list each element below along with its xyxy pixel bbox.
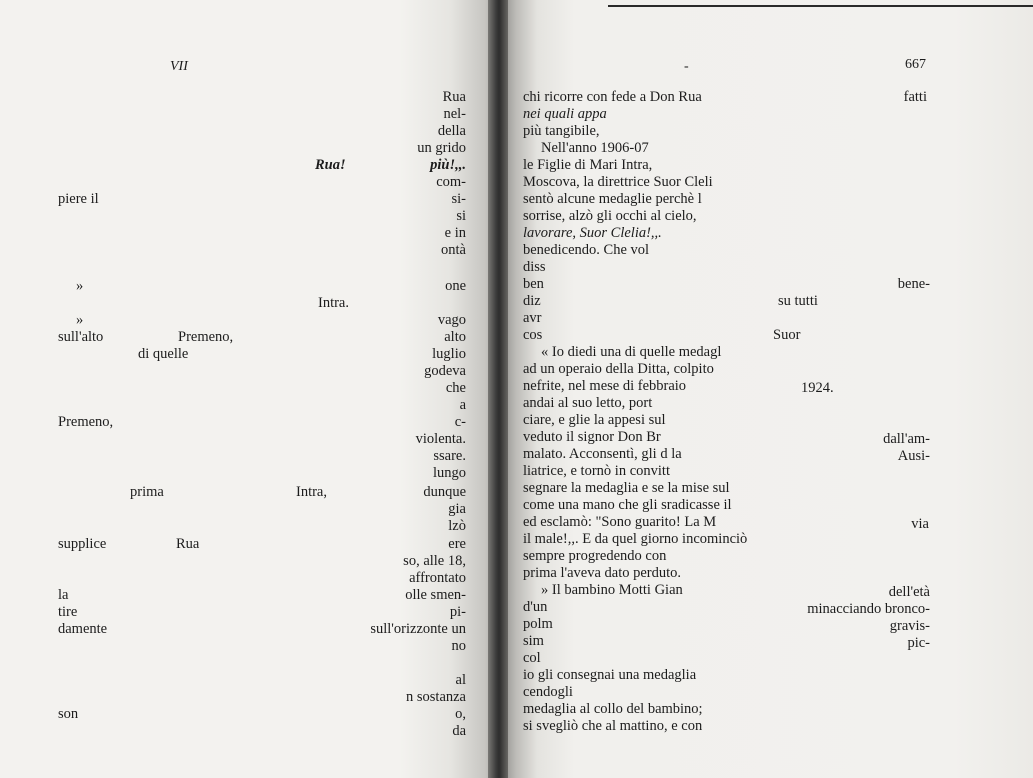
text-fragment: di quelle bbox=[138, 346, 189, 362]
text-line: col bbox=[523, 650, 541, 666]
text-line: segnare la medaglia e se la mise sul bbox=[523, 480, 730, 496]
gutter-line: pi- bbox=[449, 604, 466, 620]
text-fragment: sull'alto bbox=[58, 329, 104, 345]
gutter-line: dunque bbox=[423, 484, 466, 500]
text-fragment: dell'età bbox=[888, 584, 930, 600]
text-fragment: » bbox=[76, 312, 84, 328]
text-line: nei quali appa bbox=[523, 106, 607, 122]
text-line: prima l'aveva dato perduto. bbox=[523, 565, 682, 581]
gutter-line: a bbox=[459, 397, 466, 413]
gutter-line: olle smen- bbox=[405, 587, 466, 603]
text-line: veduto il signor Don Br bbox=[523, 429, 661, 445]
text-fragment: Premeno, bbox=[178, 329, 234, 345]
text-line: andai al suo letto, port bbox=[523, 395, 653, 411]
text-fragment: prima bbox=[130, 484, 164, 500]
text-line: il male!,,. E da quel giorno incominciò bbox=[523, 531, 748, 547]
text-line: ad un operaio della Ditta, colpito bbox=[523, 361, 714, 377]
gutter-line: luglio bbox=[432, 346, 466, 362]
gutter-line: ere bbox=[448, 536, 466, 552]
text-line: » Il bambino Motti Gian bbox=[541, 582, 683, 598]
text-line: sim bbox=[523, 633, 544, 649]
gutter-line: gia bbox=[448, 501, 466, 517]
text-line: cos bbox=[523, 327, 543, 343]
text-line: sorrise, alzò gli occhi al cielo, bbox=[523, 208, 697, 224]
text-fragment: Premeno, bbox=[58, 414, 114, 430]
gutter-line: che bbox=[445, 380, 466, 396]
text-fragment: Rua bbox=[176, 536, 200, 552]
gutter-line: com- bbox=[436, 174, 466, 190]
text-line: benedicendo. Che vol bbox=[523, 242, 650, 258]
gutter-line: one bbox=[445, 278, 466, 294]
text-fragment: fatti bbox=[903, 89, 927, 105]
text-line: Moscova, la direttrice Suor Cleli bbox=[523, 174, 713, 190]
text-line: più tangibile, bbox=[523, 123, 600, 139]
text-line: io gli consegnai una medaglia bbox=[523, 667, 697, 683]
text-fragment: Intra, bbox=[296, 484, 327, 500]
book-spine bbox=[488, 0, 508, 778]
text-fragment: Rua! bbox=[315, 157, 346, 173]
gutter-line: alto bbox=[444, 329, 466, 345]
page-top-edge bbox=[608, 5, 1033, 7]
text-fragment: Ausi- bbox=[897, 448, 930, 464]
text-fragment: piere il bbox=[58, 191, 99, 207]
text-line: nefrite, nel mese di febbraio bbox=[523, 378, 687, 394]
text-line: ciare, e glie la appesi sul bbox=[523, 412, 666, 428]
text-fragment: Intra. bbox=[318, 295, 349, 311]
text-line: chi ricorre con fede a Don Rua bbox=[523, 89, 702, 105]
gutter-line: Rua bbox=[442, 89, 466, 105]
text-line: si svegliò che al mattino, e con bbox=[523, 718, 703, 734]
gutter-line: c- bbox=[454, 414, 466, 430]
text-line: diz bbox=[523, 293, 541, 309]
text-line: avr bbox=[523, 310, 542, 326]
text-fragment: bene- bbox=[897, 276, 930, 292]
gutter-line: nel- bbox=[443, 106, 466, 122]
page-number: 667 bbox=[905, 57, 926, 72]
running-header: VII bbox=[170, 59, 188, 74]
text-line: le Figlie di Mari Intra, bbox=[523, 157, 653, 173]
text-fragment: tire bbox=[58, 604, 78, 620]
text-line: lavorare, Suor Clelia!,,. bbox=[523, 225, 662, 241]
text-fragment: su tutti bbox=[778, 293, 818, 309]
gutter-line: al bbox=[455, 672, 466, 688]
gutter-line: un grido bbox=[417, 140, 466, 156]
text-fragment: gravis- bbox=[889, 618, 930, 634]
text-fragment: pic- bbox=[907, 635, 930, 651]
gutter-line: e in bbox=[444, 225, 466, 241]
gutter-line: vago bbox=[437, 312, 466, 328]
text-line: medaglia al collo del bambino; bbox=[523, 701, 703, 717]
text-line: d'un bbox=[523, 599, 548, 615]
text-line: malato. Acconsentì, gli d la bbox=[523, 446, 682, 462]
text-line: sempre progredendo con bbox=[523, 548, 667, 564]
text-fragment: via bbox=[911, 516, 929, 532]
text-line: liatrice, e tornò in convitt bbox=[523, 463, 670, 479]
header-dash: - bbox=[684, 59, 689, 74]
gutter-line: si bbox=[456, 208, 466, 224]
text-fragment: » bbox=[76, 278, 84, 294]
text-fragment: Suor bbox=[773, 327, 801, 343]
text-line: ed esclamò: "Sono guarito! La M bbox=[523, 514, 717, 530]
left-page bbox=[0, 0, 500, 778]
text-line: ben bbox=[523, 276, 544, 292]
gutter-line: ontà bbox=[441, 242, 466, 258]
gutter-line: della bbox=[437, 123, 466, 139]
text-line: cendogli bbox=[523, 684, 573, 700]
text-fragment: dall'am- bbox=[883, 431, 930, 447]
text-fragment: minacciando bronco- bbox=[807, 601, 930, 617]
text-line: « Io diedi una di quelle medagl bbox=[541, 344, 722, 360]
text-fragment: son bbox=[58, 706, 79, 722]
text-line: Nell'anno 1906-07 bbox=[541, 140, 649, 156]
gutter-line: no bbox=[451, 638, 466, 654]
gutter-line: affrontato bbox=[409, 570, 466, 586]
text-fragment: la bbox=[58, 587, 69, 603]
gutter-line: sull'orizzonte un bbox=[370, 621, 466, 637]
gutter-line: lzò bbox=[448, 518, 466, 534]
gutter-line: si- bbox=[451, 191, 466, 207]
text-line: polm bbox=[523, 616, 553, 632]
text-fragment: damente bbox=[58, 621, 108, 637]
gutter-line: violenta. bbox=[415, 431, 466, 447]
gutter-line: più!,,. bbox=[430, 157, 466, 173]
text-line: come una mano che gli sradicasse il bbox=[523, 497, 732, 513]
gutter-line: godeva bbox=[424, 363, 466, 379]
gutter-line: o, bbox=[455, 706, 466, 722]
text-line: diss bbox=[523, 259, 546, 275]
gutter-line: lungo bbox=[432, 465, 466, 481]
text-fragment: 1924. bbox=[801, 380, 834, 396]
gutter-line: so, alle 18, bbox=[403, 553, 466, 569]
text-line: sentò alcune medaglie perchè l bbox=[523, 191, 702, 207]
gutter-line: n sostanza bbox=[406, 689, 466, 705]
gutter-line: da bbox=[452, 723, 466, 739]
gutter-line: ssare. bbox=[433, 448, 466, 464]
text-fragment: supplice bbox=[58, 536, 107, 552]
